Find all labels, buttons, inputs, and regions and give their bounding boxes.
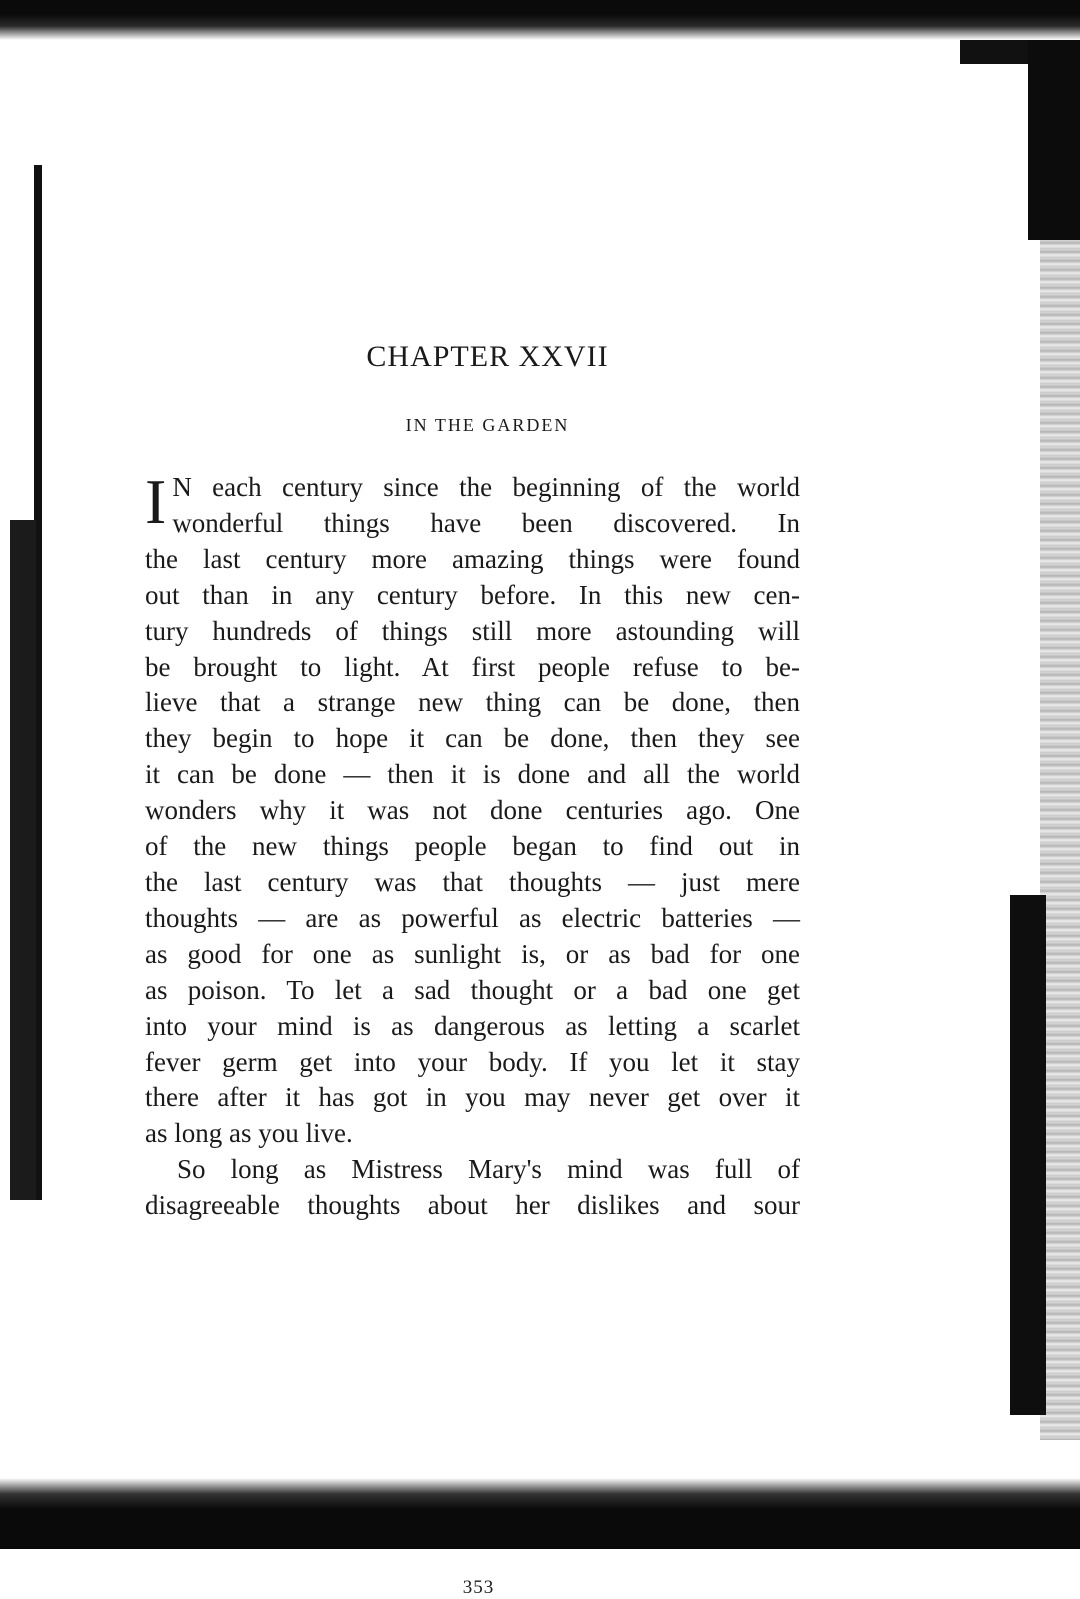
text-line: they begin to hope it can be done, then they see [145, 723, 800, 754]
text-line: thoughts — are as powerful as electric batteries — [145, 902, 800, 933]
text-line: N each century since the beginning of the world [172, 472, 800, 502]
chapter-subtitle: IN THE GARDEN [405, 415, 570, 435]
scan-border-right-lower [1010, 895, 1046, 1415]
text-line: out than in any century before. In this new cen- [145, 579, 800, 610]
text-line: into your mind is as dangerous as letting a scarlet [145, 1010, 800, 1041]
text-line: it can be done — then it is done and all the world [145, 759, 800, 790]
paragraph-2 [145, 1152, 800, 1224]
text-line: as good for one as sunlight is, or as bad for one [145, 938, 800, 969]
text-line: lieve that a strange new thing can be done, then [145, 687, 800, 718]
text-line: there after it has got in you may never get over it [145, 1082, 800, 1113]
drop-cap: I [145, 466, 167, 537]
text-line: as long as you live. [145, 1118, 353, 1149]
text-line: the last century more amazing things were found [145, 543, 800, 574]
text-line: disagreeable thoughts about her dislikes and sour [145, 1190, 800, 1221]
scan-border-left-outer [10, 520, 36, 1200]
chapter-title: CHAPTER XXVII [366, 340, 609, 373]
text-line: the last century was that thoughts — just mere [145, 866, 800, 897]
scan-border-right-upper [1028, 40, 1080, 240]
text-line: wonderful things have been discovered. In [172, 507, 800, 538]
text-line: So long as Mistress Mary's mind was full of [177, 1154, 800, 1185]
scan-border-right-speckle [1040, 240, 1080, 1440]
text-line: be brought to light. At first people refuse to be- [145, 651, 800, 682]
book-page [145, 335, 800, 1598]
scan-border-bottom [0, 1478, 1080, 1549]
text-line: tury hundreds of things still more astounding will [145, 615, 800, 646]
page-number: 353 [462, 1577, 495, 1598]
text-line: of the new things people began to find out in [145, 831, 800, 862]
paragraph-1 [145, 466, 800, 1152]
scan-border-top [0, 0, 1080, 40]
text-line: as poison. To let a sad thought or a bad one get [145, 974, 800, 1005]
text-line: fever germ get into your body. If you let it stay [145, 1046, 800, 1077]
text-line: wonders why it was not done centuries ago. One [145, 795, 800, 826]
